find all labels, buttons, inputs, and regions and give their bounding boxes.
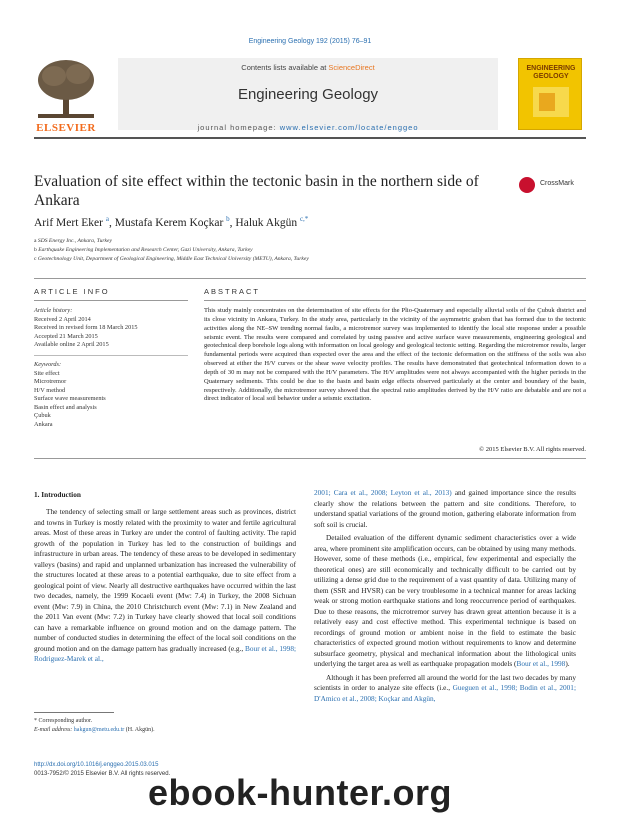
body-column-left — [34, 507, 296, 665]
abstract-copyright: © 2015 Elsevier B.V. All rights reserved. — [479, 446, 586, 453]
citation-link[interactable]: Gueguen et al., 1998; Bodin et al., 2001; D'Amico et al., 2008; Koçkar and Akgün, — [314, 683, 576, 703]
divider — [34, 458, 586, 459]
crossmark-icon[interactable] — [519, 177, 535, 193]
body-column-right: 2001; Cara et al., 2008; Leyton et al., 2013) and gained importance since the results clearly show the relations between the pattern and site conditions. Therefore, to understand spatial variations of the ground motion, gathering elaborate information from soft soil is crucial. Detailed evaluation of the different dynamic sediment characteristics over a wide area, where prominent site amplification occurs, can be obtained by using many methods. However, some of these methods (i.e., empirical, few experimental and especially the theoretical ones) are still economically and technically difficult to be carried out by utilizing a dense grid due to the requirement of a vast quantity of data. Utilizing many of them (SSR and HVSR) can be very troublesome in a technical manner for areas lacking weak or strong motion earthquake stations and long reoccurrence period of earthquakes. Due to these reasons, the microtremor survey has drawn great attention because it is a relatively easy and cost effective method. This experimental technique is based on recordings of ground motion or ambient noise in the field to estimate the basic characteristics of expected ground motion without requirements to know and determine subsurface geometry, physical and mechanical information about the lithological units underlying the target area as well as earthquake propagation models (Bour et al., 1998). Although it has been preferred all around the world for the last two decades by many scientists in order to analyze site effects (i.e., Gueguen et al., 1998; Bodin et al., 2001; D'Amico et al., 2008; Koçkar and Akgün, — [314, 488, 576, 703]
divider — [34, 355, 188, 356]
paragraph-text: Although it has been preferred all around the world for the last two decades by many scientists in order to analyze site effects (i.e., — [314, 672, 576, 692]
footnote: * Corresponding author. E-mail address: hakgun@metu.edu.tr (H. Akgün). — [34, 718, 155, 733]
journal-name: Engineering Geology — [237, 86, 379, 103]
affiliation-list — [34, 237, 309, 264]
keywords-heading: Keywords: — [34, 361, 62, 368]
author-name[interactable]: Haluk Akgün — [235, 216, 298, 229]
watermark: ebook-hunter.org — [148, 772, 452, 813]
keyword: Microtremor — [34, 378, 67, 385]
keyword: Çubuk — [34, 412, 51, 419]
history-item: Accepted 21 March 2015 — [34, 332, 98, 340]
history-item: Received in revised form 18 March 2015 — [34, 324, 138, 331]
author-name[interactable]: Mustafa Kerem Koçkar — [114, 216, 224, 229]
author-affil-mark[interactable]: a — [105, 215, 109, 223]
article-title: Evaluation of site effect within the tectonic basin in the northern side of Ankara — [34, 173, 479, 209]
abstract-heading: ABSTRACT — [204, 287, 261, 296]
footnote-rule — [34, 712, 114, 713]
sciencedirect-link[interactable]: ScienceDirect — [328, 63, 375, 72]
crossmark-label[interactable]: CrossMark — [540, 180, 574, 187]
cover-title: ENGINEERING GEOLOGY — [526, 65, 576, 80]
journal-cover-thumbnail[interactable] — [518, 58, 582, 130]
divider — [34, 278, 586, 279]
abstract-text: This study mainly concentrates on the determination of site effects for the Plio-Quaternary and especially alluvial soils of the Çubuk district and its close vicinity in Ankara, Turkey. In the study area, particularly in the vicinity of the asymmetric graben that has formed due to the tectonic activities along the NE–SW trending normal faults, a microtremor survey was implemented to identify the local site response under a possible seismic event. The results were compared and correlated by using passive and active surface wave measurements, engineering geological and geotechnical deep borehole logs along with information on local geology and geological tectonic setting. Regarding the microtremor results, larger fundamental periods were acquired than expected over the area and the effect of the tectonic deformation on the stiffness of the soils was also observed at either the H/V curves or the shear wave velocity profiles. The results have demonstrated that geotechnical information down to a depth of 30 m may not be compared with the H/V parameters. The H/V amplitudes were not always accompanied with the higher periods in the Quaternary sediments. This could be due to the basin and basin edge effects observed particularly at the center and boundary of the basin, respectively. Additionally, the microtremor survey showed that the spectral ratio amplitudes derived by the H/V ratio are debatable and are not a direct indicator of local soil behavior under a seismic excitation. — [204, 307, 586, 403]
affiliation: a SDS Energy Inc., Ankara, Turkey — [34, 238, 112, 244]
author-affil-mark[interactable]: b — [226, 215, 230, 223]
doi-link[interactable]: http://dx.doi.org/10.1016/j.enggeo.2015.03.015 — [34, 762, 159, 768]
keyword: H/V method — [34, 386, 66, 394]
author-list: Arif Mert Eker $^a$, Mustafa Kerem Koçkar $^b$, Haluk Akgün $^{c,*}$ — [34, 215, 309, 229]
keyword: Surface wave measurements — [34, 395, 106, 402]
divider — [204, 300, 586, 301]
paragraph-text: Detailed evaluation of the different dynamic sediment characteristics over a wide area, where prominent site amplification occurs, can be obtained by using many methods. However, some of these methods (i.e., empirical, few experimental and especially the theoretical ones) are still economically and technically difficult to be carried out by utilizing a dense grid due to the requirement of a vast quantity of data. Utilizing many of them (SSR and HVSR) can be very troublesome in a technical manner for areas lacking weak or strong motion earthquake stations and long reoccurrence period of earthquakes. Due to these reasons, the microtremor survey has drawn great attention because it is a relatively easy and cost effective method. This experimental technique is based on recordings of ground motion or ambient noise in the field to estimate the basic characteristics of expected ground motion without requirements to know and determine subsurface geometry, physical and mechanical information about the lithological units underlying the target area as well as earthquake propagation models ( — [314, 533, 576, 668]
header-rule — [34, 137, 586, 139]
citation-link[interactable]: Bour et al., 1998; Rodriguez-Marek et al., — [34, 643, 296, 663]
author-name[interactable]: Arif Mert Eker — [34, 216, 103, 229]
keyword: Basin effect and analysis — [34, 403, 97, 411]
homepage-prefix: journal homepage: — [197, 123, 280, 132]
paragraph-text: and gained importance since the results clearly show the relations between the pattern and site conditions. Therefore, to understand spatial variations of the ground motion, gathering elaborate information from soft soil is crucial. — [314, 488, 576, 529]
journal-citation[interactable]: Engineering Geology 192 (2015) 76–91 — [248, 38, 372, 45]
journal-homepage — [118, 123, 498, 132]
citation-link[interactable]: Bour et al., 1998 — [516, 659, 566, 668]
article-history — [34, 307, 188, 350]
email-link[interactable]: hakgun@metu.edu.tr — [73, 726, 125, 733]
author-affil-mark[interactable]: c,* — [299, 215, 309, 223]
affiliation: b Earthquake Engineering Implementation and Research Center, Gazi University, Ankara, Turkey — [34, 247, 253, 253]
citation-link[interactable]: 2001; Cara et al., 2008; Leyton et al., 2013) — [314, 488, 452, 497]
publisher-name: ELSEVIER — [36, 122, 96, 134]
corresponding-author-note: Corresponding author. — [38, 718, 93, 724]
keyword: Site effect — [34, 369, 60, 377]
history-item: Available online 2 April 2015 — [34, 341, 109, 348]
paragraph-text: The tendency of selecting small or large settlement areas such as provinces, district and towns in Turkey is mostly related with the proximity to water and fertile agricultural areas. Most of these areas in Turkey are under the control of faulting activity. The rapid growth of the population in Turkey has led to the construction of buildings and infrastructure in urban areas. The tendency of these areas to be developed in sedimentary valleys (basins) and rapid and unplanned urbanization has increased the vulnerability of the structures located at these areas to a potential earthquake, due to site effect from a geological point of view. Nearly all destructive earthquakes have occurred within the last two decades, namely, the 1999 Kocaeli event (Mw: 7.4) in Turkey, the 2008 Sichuan event (Mw: 7.9) in China, the 2010 Christchurch event (Mw: 7.1) in New Zealand and the 2011 Van event (Mw: 7.2) in Turkey have clearly showed that local soil conditions can have a remarkable influence on ground motion and on the damage pattern. The number of conducted studies in determining the effect of the local soil conditions on the ground motion and on the damage pattern has gradually increased (e.g., — [34, 507, 296, 653]
homepage-link[interactable]: www.elsevier.com/locate/enggeo — [279, 123, 419, 132]
email-label: E-mail address: — [34, 726, 74, 733]
divider — [34, 300, 188, 301]
section-heading: 1. Introduction — [34, 490, 81, 499]
contents-line — [118, 63, 498, 72]
keyword-list — [34, 361, 188, 429]
article-info-heading: ARTICLE INFO — [34, 287, 110, 296]
issn-line: 0013-7952/© 2015 Elsevier B.V. All rights reserved. — [34, 771, 171, 777]
history-item: Received 2 April 2014 — [34, 315, 91, 323]
contents-prefix: Contents lists available at — [241, 63, 329, 72]
history-heading: Article history: — [34, 307, 73, 314]
keyword: Ankara — [34, 420, 53, 428]
affiliation: c Geotechnology Unit, Department of Geological Engineering, Middle East Technical University (METU), Ankara, Turkey — [34, 256, 309, 262]
